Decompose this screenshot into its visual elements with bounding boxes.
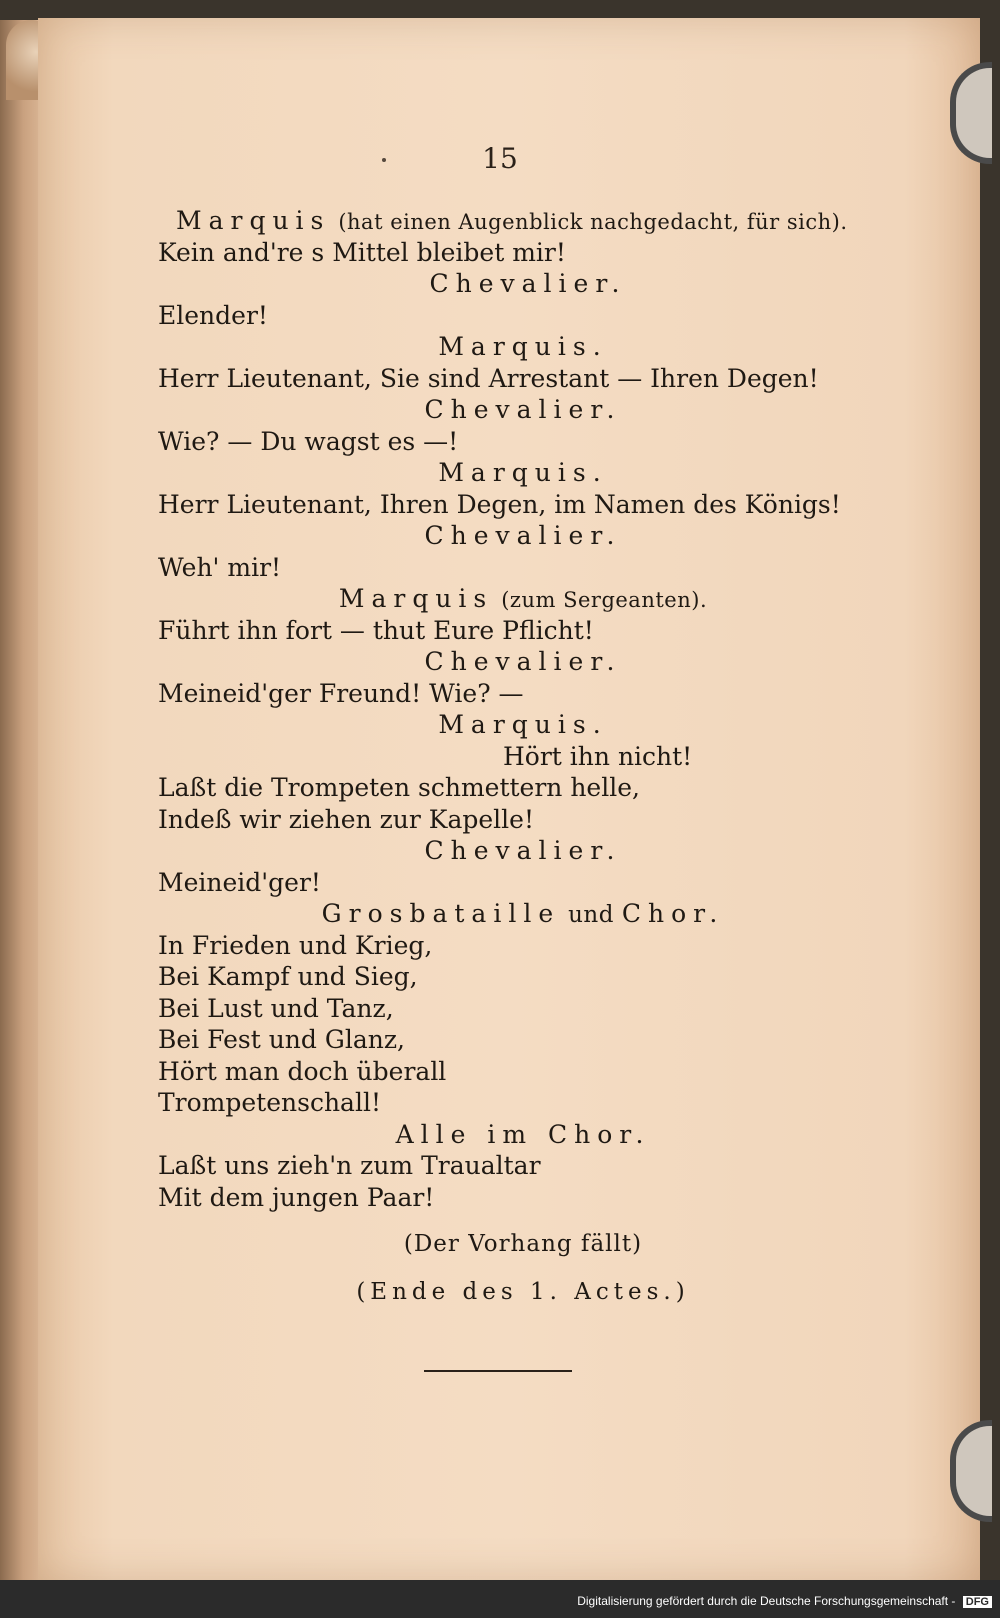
speaker-name: Marquis. xyxy=(438,332,608,361)
verse-line: Wie? — Du wagst es —! xyxy=(158,426,459,456)
speaker-name: Grosbataille xyxy=(321,899,561,928)
stage-direction: (zum Sergeanten). xyxy=(501,588,708,612)
spacer xyxy=(158,1213,858,1229)
verse-line: Bei Kampf und Sieg, xyxy=(158,962,418,991)
verse-line: Meineid'ger Freund! Wie? — xyxy=(158,678,524,708)
verse-line: Weh' mir! xyxy=(158,552,282,582)
verse-line: Trompetenschall! xyxy=(158,1088,381,1117)
dfg-logo: DFG xyxy=(963,1596,992,1608)
verse-line: Elender! xyxy=(158,300,268,330)
curtain-note: (Der Vorhang fällt) xyxy=(403,1231,643,1257)
verse-line: Bei Lust und Tanz, xyxy=(158,993,394,1023)
verse-line: Hört man doch überall xyxy=(158,1056,447,1086)
verse-line: Meineid'ger! xyxy=(158,867,321,897)
stage-direction: (hat einen Augenblick nachgedacht, für sich). xyxy=(338,210,848,234)
footer-text: Digitalisierung gefördert durch die Deutsche Forschungsgemeinschaft - xyxy=(577,1594,956,1608)
speaker-line xyxy=(158,898,858,930)
verse-line: Hört ihn nicht! xyxy=(503,741,693,771)
speaker-line xyxy=(158,583,858,615)
verse-line: Indeß wir ziehen zur Kapelle! xyxy=(158,804,535,834)
verse-line: Mit dem jungen Paar! xyxy=(158,1182,435,1212)
speaker-name: Chevalier. xyxy=(429,269,627,298)
speaker-name: Marquis xyxy=(338,584,494,613)
end-rule xyxy=(424,1370,572,1372)
page-number: 15 xyxy=(482,142,518,175)
speaker-line xyxy=(158,205,858,237)
speaker-name: Chor. xyxy=(621,899,725,928)
verse-line: Laßt die Trompeten schmettern helle, xyxy=(158,773,640,802)
speaker-name: Chevalier. xyxy=(424,836,622,865)
speaker-name: Marquis. xyxy=(438,458,608,487)
footer-credit xyxy=(577,1594,992,1608)
speaker-name: Marquis xyxy=(176,206,331,235)
verse-line: Herr Lieutenant, Ihren Degen, im Namen des Königs! xyxy=(158,489,841,519)
verse-line: Führt ihn fort — thut Eure Pflicht! xyxy=(158,615,594,645)
verse-line: Herr Lieutenant, Sie sind Arrestant — Ihren Degen! xyxy=(158,363,819,393)
act-end-note: (Ende des 1. Actes.) xyxy=(356,1278,690,1305)
verse-line: Bei Fest und Glanz, xyxy=(158,1025,405,1054)
verse-line: Laßt uns zieh'n zum Traualtar xyxy=(158,1151,541,1180)
play-text xyxy=(158,205,858,1308)
verse-line: Kein and're s Mittel bleibet mir! xyxy=(158,237,566,267)
stage-direction: und xyxy=(568,902,614,928)
speaker-name: Chevalier. xyxy=(424,395,622,424)
spacer xyxy=(158,1261,858,1277)
speaker-name: Chevalier. xyxy=(424,521,622,550)
speaker-name: Alle im Chor. xyxy=(395,1119,651,1149)
speaker-name: Chevalier. xyxy=(424,647,622,676)
speaker-name: Marquis. xyxy=(438,710,608,739)
verse-line: In Frieden und Krieg, xyxy=(158,930,433,960)
